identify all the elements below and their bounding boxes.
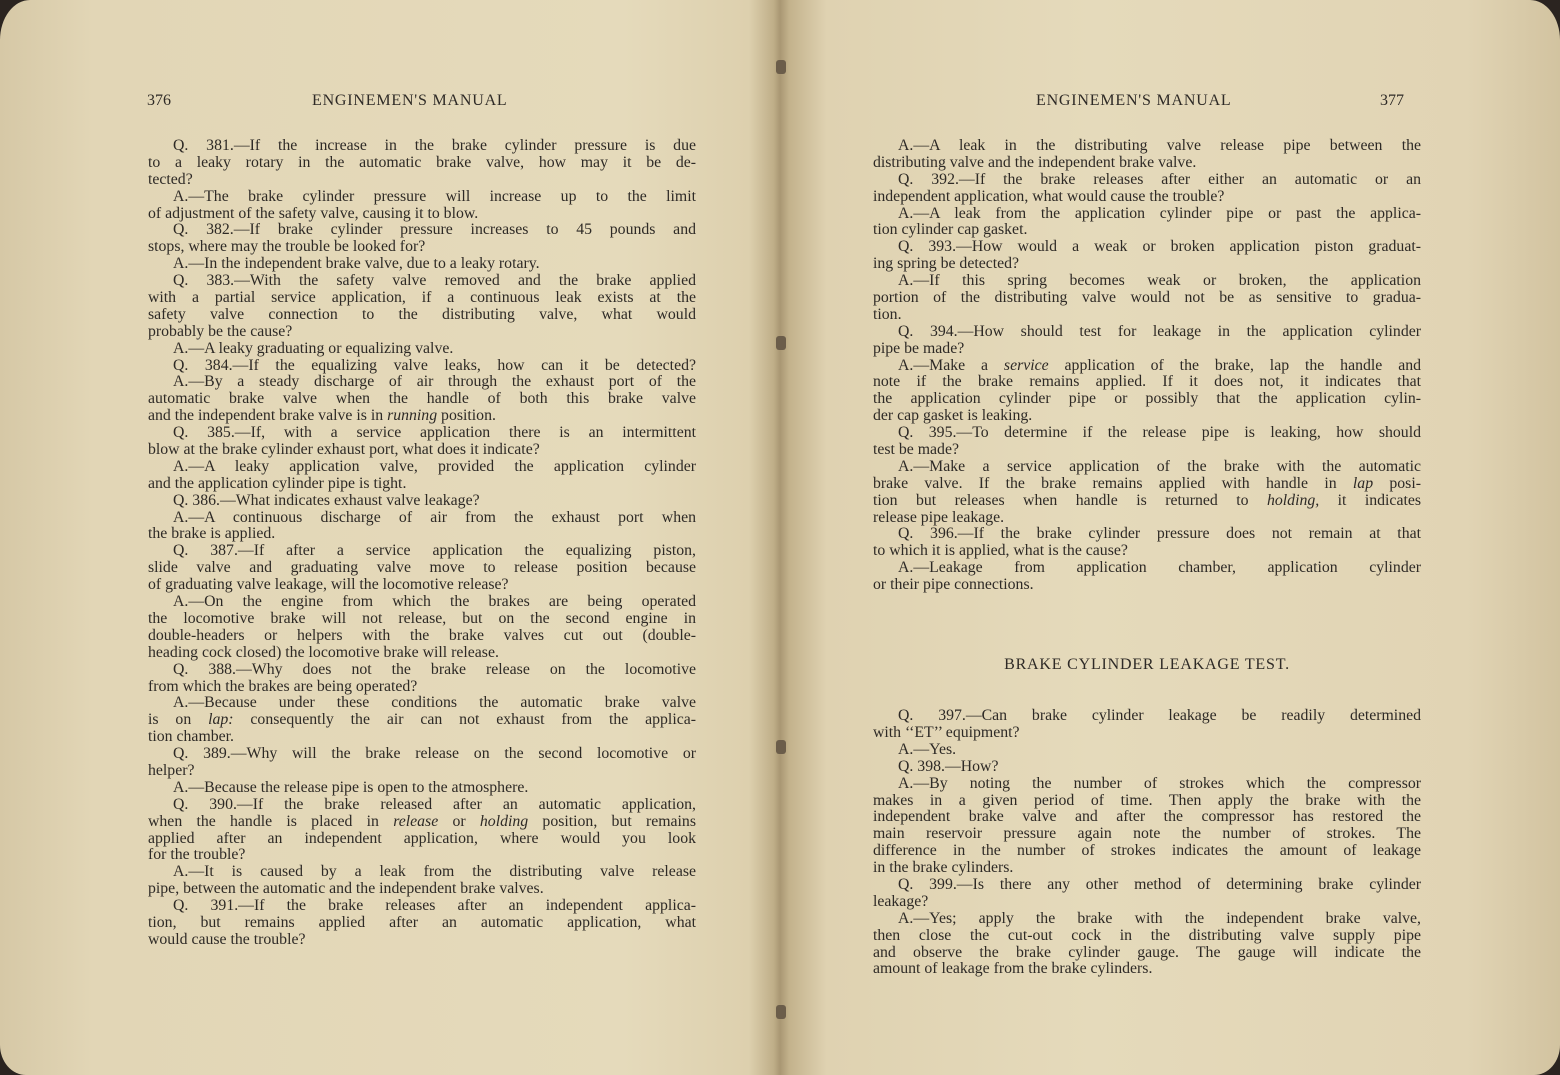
text-line: A.—Yes; apply the brake with the independent brake valve, — [898, 909, 1421, 927]
text-line: Q. 395.—To determine if the release pipe is leaking, how should — [898, 424, 1421, 442]
text-line: Q. 386.—What indicates exhaust valve leakage? — [173, 491, 480, 509]
text-line: with ‘‘ET’’ equipment? — [873, 723, 1020, 741]
text-line: the application cylinder pipe or possibly that the application cylin- — [873, 390, 1421, 408]
text-line: Q. 391.—If the brake releases after an independent applica- — [173, 897, 696, 915]
spacer — [873, 594, 1421, 628]
binding-thread — [776, 1005, 786, 1019]
page-number: 377 — [1380, 92, 1404, 109]
text-line: pipe, between the automatic and the independent brake valves. — [148, 880, 544, 898]
text-line: and the application cylinder pipe is tight. — [148, 474, 407, 492]
text-line: tion cylinder cap gasket. — [873, 221, 1028, 239]
text-line: Q. 388.—Why does not the brake release on the locomotive — [173, 660, 696, 678]
text-line: to which it is applied, what is the cause? — [873, 542, 1128, 560]
running-title: ENGINEMEN'S MANUAL — [1036, 92, 1232, 109]
text-line: Q. 393.—How would a weak or broken application piston graduat- — [898, 238, 1421, 256]
text-line: portion of the distributing valve would not be as sensitive to gradua- — [873, 289, 1421, 307]
text-line: release pipe leakage. — [873, 508, 1005, 526]
text-line: tion. — [873, 305, 902, 323]
text-line: A.—Make a service application of the brake with the automatic — [898, 457, 1421, 475]
text-line: A.—Yes. — [898, 740, 957, 758]
text-line: A.—Because under these conditions the automatic brake valve — [173, 694, 696, 712]
text-line: with a partial service application, if a continuous leak exists at the — [148, 289, 696, 307]
text-line: leakage? — [873, 892, 929, 910]
text-line: Q. 385.—If, with a service application there is an intermittent — [173, 424, 696, 442]
text-line: A.—In the independent brake valve, due to a leaky rotary. — [173, 255, 540, 273]
text-line: tected? — [148, 170, 193, 188]
text-line: Q. 382.—If brake cylinder pressure increases to 45 pounds and — [173, 221, 696, 239]
text-line: from which the brakes are being operated? — [148, 677, 418, 695]
text-line: A.—A continuous discharge of air from the exhaust port when — [173, 508, 696, 526]
text-line: for the trouble? — [148, 846, 246, 864]
text-line: Q. 398.—How? — [898, 757, 999, 775]
text-line: double-headers or helpers with the brake valves cut out (double- — [148, 626, 696, 644]
binding-thread — [776, 336, 786, 350]
text-line: Q. 389.—Why will the brake release on the second locomotive or — [173, 745, 696, 763]
text-line: ing spring be detected? — [873, 255, 1020, 273]
text-line: would cause the trouble? — [148, 930, 306, 948]
text-line: safety valve connection to the distributing valve, what would — [148, 305, 696, 323]
text-line: to a leaky rotary in the automatic brake valve, how may it be de- — [148, 153, 696, 171]
running-title: ENGINEMEN'S MANUAL — [312, 92, 508, 109]
text-line: independent application, what would cause the trouble? — [873, 187, 1225, 205]
text-line: and observe the brake cylinder gauge. The gauge will indicate the — [873, 943, 1421, 961]
text-line: stops, where may the trouble be looked for? — [148, 238, 426, 256]
text-line: A.—A leak in the distributing valve release pipe between the — [898, 137, 1421, 154]
text-line: tion chamber. — [148, 728, 234, 746]
text-line: when the handle is placed in release or holding position, but remains — [148, 812, 696, 830]
text-line: A.—It is caused by a leak from the distributing valve release — [173, 863, 696, 881]
text-line: and the independent brake valve is in running position. — [148, 407, 496, 425]
text-line: Q. 396.—If the brake cylinder pressure does not remain at that — [898, 525, 1421, 543]
text-line: then close the cut-out cock in the distributing valve supply pipe — [873, 926, 1421, 944]
text-line: A.—If this spring becomes weak or broken, the application — [898, 272, 1421, 290]
text-line: A.—Leakage from application chamber, application cylinder — [898, 559, 1421, 577]
text-line: or their pipe connections. — [873, 576, 1034, 594]
text-line: the brake is applied. — [148, 525, 276, 543]
text-line: automatic brake valve when the handle of both this brake valve — [148, 390, 696, 408]
text-line: in the brake cylinders. — [873, 859, 1014, 877]
page-body — [148, 138, 696, 949]
text-line: Q. 383.—With the safety valve removed and the brake applied — [173, 272, 696, 290]
text-line: A.—A leaky graduating or equalizing valve. — [173, 339, 454, 357]
text-line: probably be the cause? — [148, 322, 293, 340]
text-line: independent brake valve and after the compressor has restored the — [873, 808, 1421, 826]
text-line: slide valve and graduating valve move to release position because — [148, 559, 696, 577]
text-line: is on lap: consequently the air can not exhaust from the applica- — [148, 711, 696, 729]
text-line: A.—A leaky application valve, provided the application cylinder — [173, 457, 696, 475]
text-line: main reservoir pressure again note the number of strokes. The — [873, 825, 1421, 843]
binding-thread — [776, 60, 786, 74]
text-line: A.—Make a service application of the brake, lap the handle and — [898, 356, 1421, 374]
text-line: A.—By a steady discharge of air through the exhaust port of the — [173, 373, 696, 391]
page-number: 376 — [147, 92, 171, 109]
text-line: A.—By noting the number of strokes which the compressor — [898, 774, 1421, 792]
text-line: of graduating valve leakage, will the locomotive release? — [148, 576, 509, 594]
text-line: amount of leakage from the brake cylinders. — [873, 960, 1153, 978]
text-line: of adjustment of the safety valve, causing it to blow. — [148, 204, 479, 222]
text-line: test be made? — [873, 441, 959, 459]
text-line: Q. 399.—Is there any other method of determining brake cylinder — [898, 875, 1421, 893]
spacer — [873, 628, 1421, 657]
text-line: heading cock closed) the locomotive brake will release. — [148, 643, 499, 661]
text-line: Q. 392.—If the brake releases after either an automatic or an — [898, 170, 1421, 188]
text-line: A.—The brake cylinder pressure will increase up to the limit — [173, 187, 696, 205]
text-line: distributing valve and the independent brake valve. — [873, 153, 1197, 171]
right-page — [780, 0, 1560, 1075]
text-line: helper? — [148, 761, 195, 779]
text-line: tion, but remains applied after an automatic application, what — [148, 913, 696, 931]
text-line: Q. 387.—If after a service application the equalizing piston, — [173, 542, 696, 560]
text-line: brake valve. If the brake remains applied with handle in lap posi- — [873, 474, 1421, 492]
binding-thread — [776, 740, 786, 754]
text-line: A.—On the engine from which the brakes are being operated — [173, 593, 696, 611]
text-line: difference in the number of strokes indicates the amount of leakage — [873, 842, 1421, 860]
text-block — [873, 708, 1421, 978]
text-line: Q. 381.—If the increase in the brake cylinder pressure is due — [173, 137, 696, 154]
text-line: A.—Because the release pipe is open to the atmosphere. — [173, 778, 529, 796]
section-heading: BRAKE CYLINDER LEAKAGE TEST. — [1004, 656, 1290, 674]
text-line: pipe be made? — [873, 339, 965, 357]
text-line: applied after an independent application, where would you look — [148, 829, 696, 847]
text-line: Q. 384.—If the equalizing valve leaks, how can it be detected? — [173, 356, 696, 374]
page-body — [873, 138, 1421, 978]
text-line: blow at the brake cylinder exhaust port, what does it indicate? — [148, 441, 540, 459]
text-line: the locomotive brake will not release, but on the second engine in — [148, 609, 696, 627]
text-line: Q. 390.—If the brake released after an automatic application, — [173, 795, 696, 813]
text-line: der cap gasket is leaking. — [873, 407, 1033, 425]
text-line: Q. 397.—Can brake cylinder leakage be readily determined — [898, 707, 1421, 725]
text-line: Q. 394.—How should test for leakage in the application cylinder — [898, 322, 1421, 340]
text-block — [873, 138, 1421, 594]
text-line: note if the brake remains applied. If it does not, it indicates that — [873, 373, 1421, 391]
text-line: tion but releases when handle is returned to holding, it indicates — [873, 491, 1422, 509]
text-line: A.—A leak from the application cylinder pipe or past the applica- — [898, 204, 1421, 222]
text-line: makes in a given period of time. Then apply the brake with the — [873, 791, 1421, 809]
spacer — [873, 674, 1421, 708]
